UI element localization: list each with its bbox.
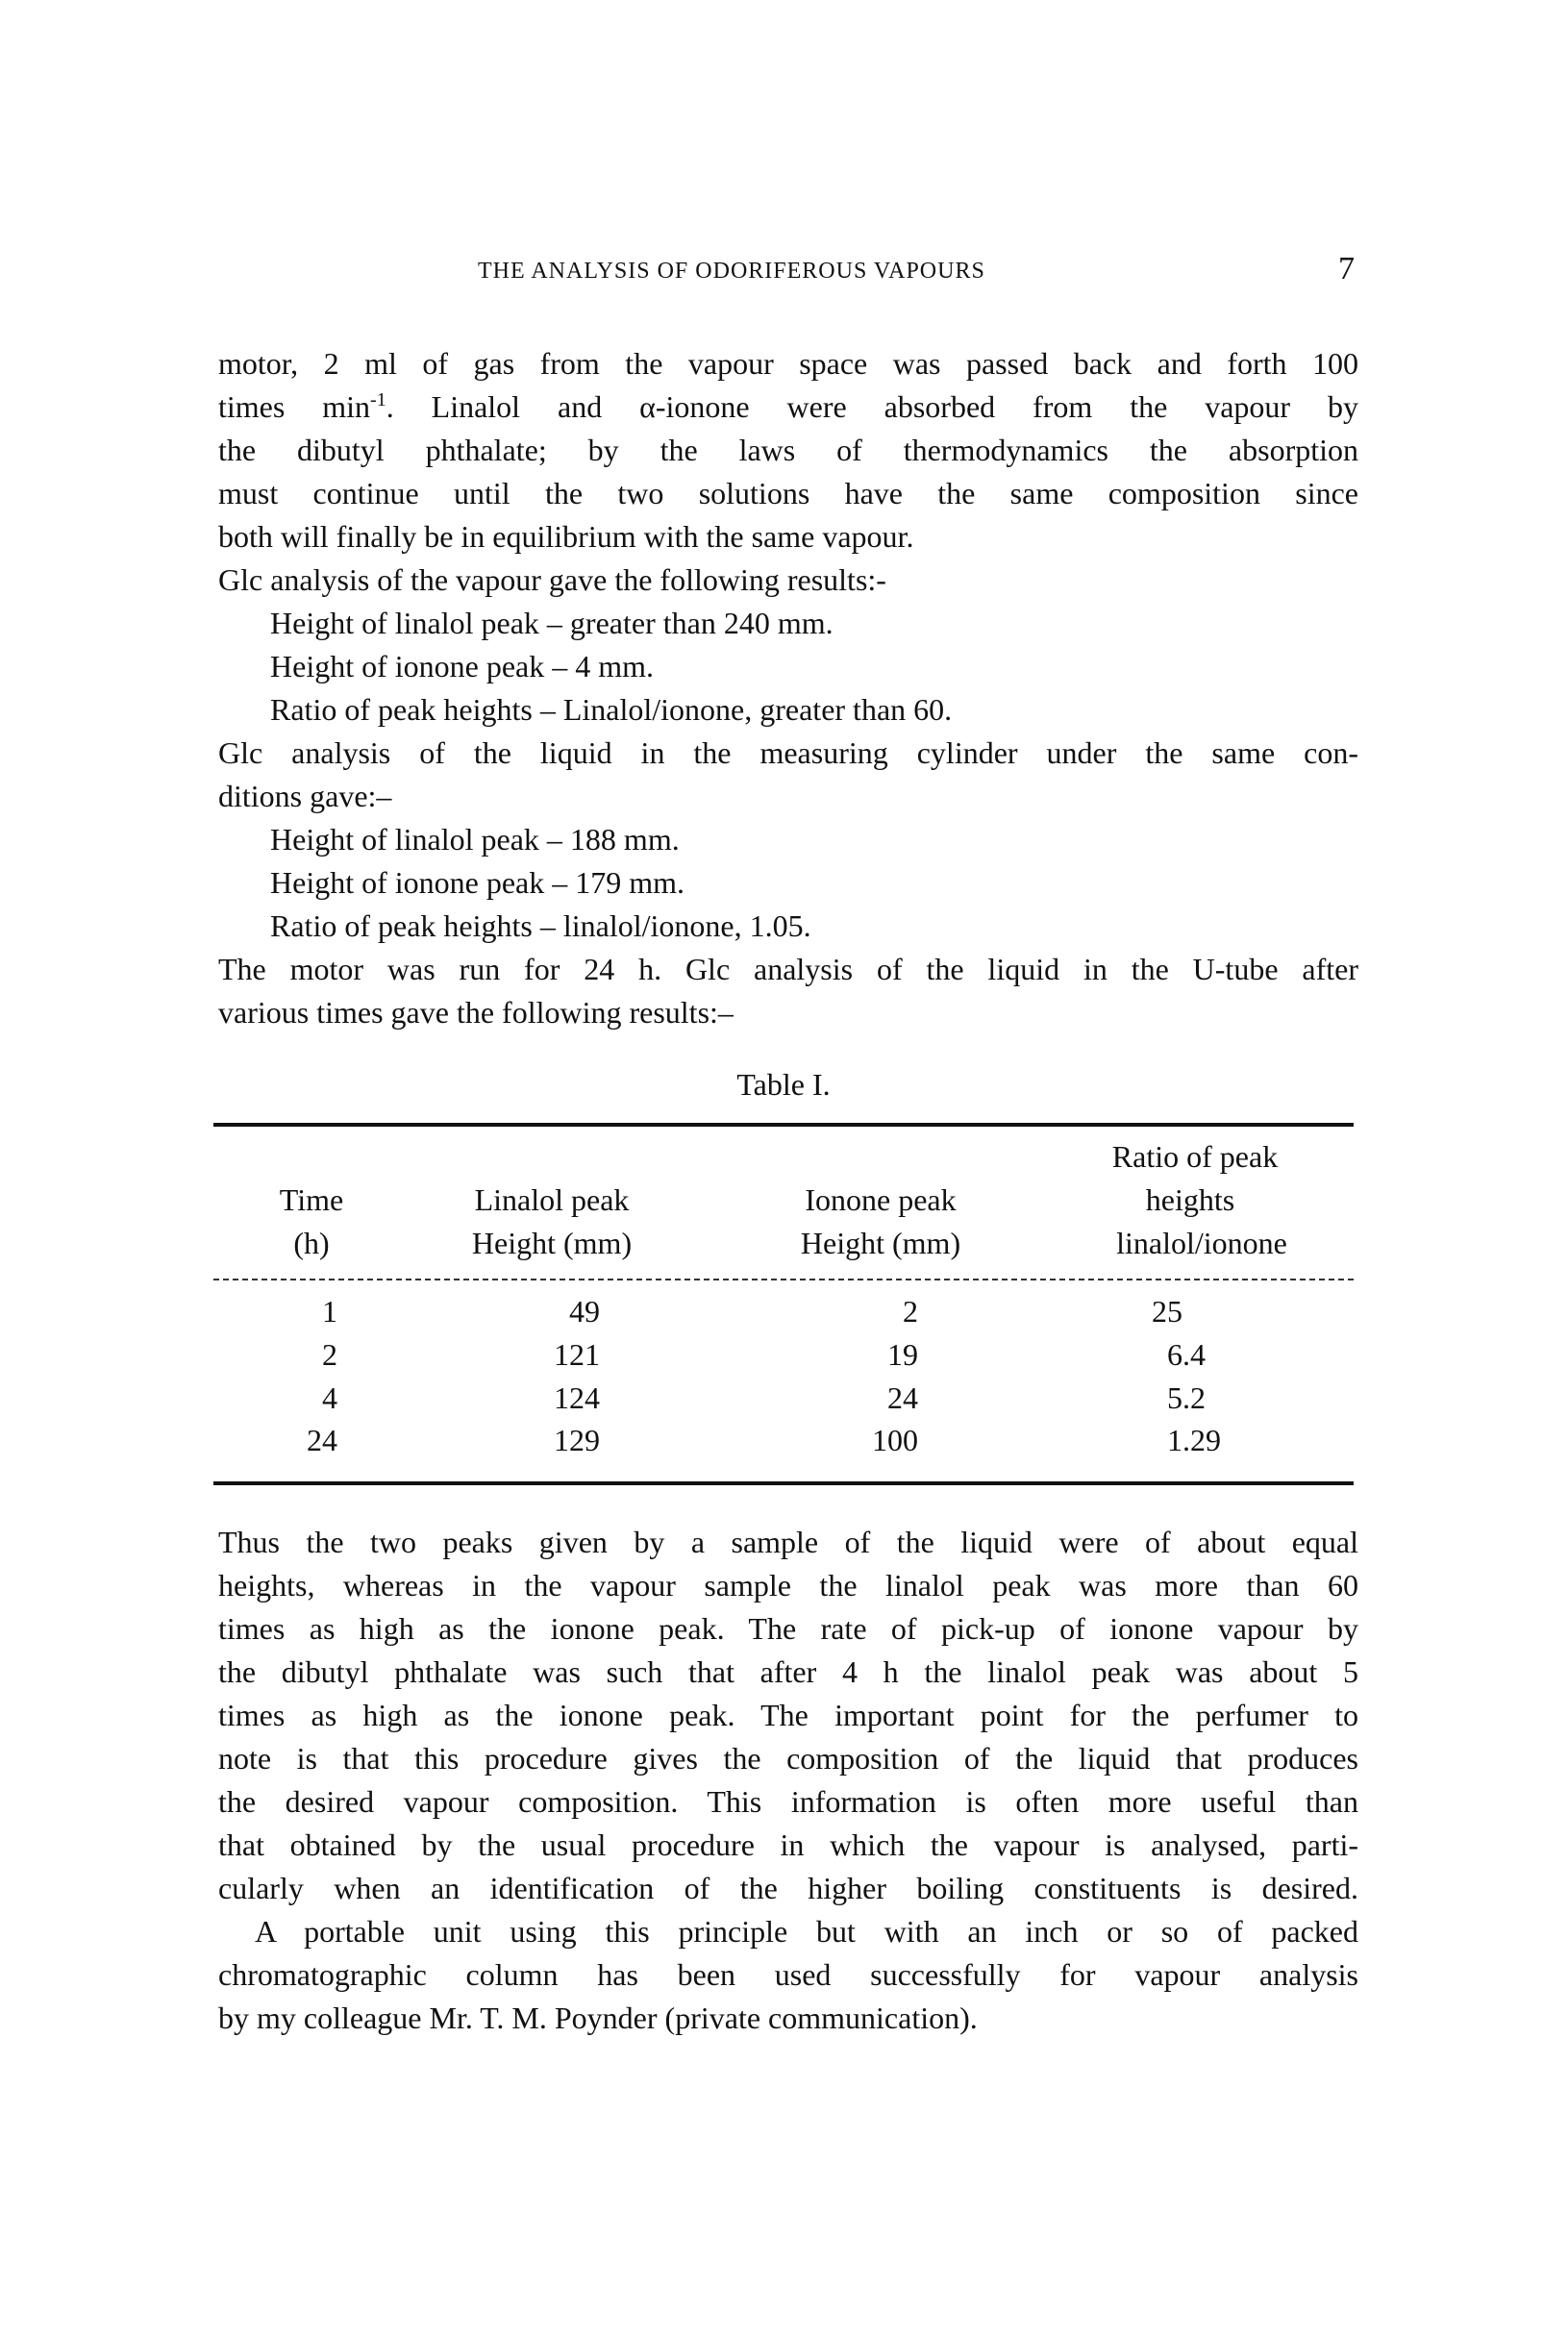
- column-header: linalol/ionone: [1116, 1226, 1287, 1260]
- text-line: heights, whereas in the vapour sample the linalol peak was more than 60: [218, 1568, 1358, 1603]
- result-line: Height of ionone peak – 4 mm.: [270, 649, 655, 683]
- result-line: Ratio of peak heights – Linalol/ionone, greater than 60.: [270, 692, 953, 727]
- column-header: Ionone peak: [805, 1182, 957, 1217]
- text-fragment: . Linalol and α-ionone were absorbed from the vapour by: [386, 389, 1359, 424]
- text-line: by my colleague Mr. T. M. Poynder (private communication).: [218, 2001, 978, 2035]
- table-caption: Table I.: [736, 1067, 831, 1102]
- running-title: THE ANALYSIS OF ODORIFEROUS VAPOURS: [478, 259, 985, 284]
- column-header: Ratio of peak: [1111, 1139, 1279, 1174]
- table-bottom-rule: [213, 1481, 1354, 1485]
- table-cell: 1: [322, 1294, 337, 1329]
- column-header: Time: [279, 1182, 344, 1217]
- text-line: A portable unit using this principle but with an inch or so of packed: [255, 1914, 1358, 1949]
- table-cell: 124: [554, 1380, 600, 1415]
- text-line: that obtained by the usual procedure in which the vapour is analysed, parti-: [218, 1827, 1358, 1862]
- table-cell: 129: [554, 1423, 600, 1457]
- table-cell: 49: [569, 1294, 600, 1329]
- ratio-cell: 1.29: [1167, 1423, 1221, 1457]
- text-line: both will finally be in equilibrium with the same vapour.: [218, 519, 914, 554]
- text-fragment: times min: [218, 389, 371, 424]
- table-cell: 19: [887, 1337, 918, 1372]
- table-cell: 2: [322, 1337, 337, 1372]
- table-cell: 2: [903, 1294, 918, 1329]
- text-line: the dibutyl phthalate was such that after 4 h the linalol peak was about 5: [218, 1654, 1358, 1689]
- text-line: the dibutyl phthalate; by the laws of thermodynamics the absorption: [218, 433, 1358, 467]
- column-header: Linalol peak: [474, 1182, 630, 1217]
- ratio-cell: 5.2: [1167, 1380, 1206, 1415]
- column-header: Height (mm): [800, 1226, 961, 1260]
- text-line: times as high as the ionone peak. The rate of pick-up of ionone vapour by: [218, 1611, 1358, 1646]
- text-line: motor, 2 ml of gas from the vapour space was passed back and forth 100: [218, 346, 1358, 381]
- text-line: Thus the two peaks given by a sample of the liquid were of about equal: [218, 1525, 1358, 1559]
- text-line: the desired vapour composition. This information is often more useful than: [218, 1784, 1358, 1819]
- table-cell: 100: [872, 1423, 918, 1457]
- text-line: [218, 385, 1358, 429]
- table-cell: 24: [887, 1380, 918, 1415]
- table-cell: 24: [307, 1423, 337, 1457]
- text-line: Glc analysis of the liquid in the measuring cylinder under the same con-: [218, 735, 1358, 770]
- result-line: Height of linalol peak – greater than 240 mm.: [270, 606, 834, 640]
- table-top-rule: [213, 1123, 1354, 1127]
- page-number: 7: [1338, 251, 1355, 286]
- column-header: (h): [293, 1226, 330, 1260]
- table-cell: 121: [554, 1337, 600, 1372]
- ratio-cell: 25: [1152, 1294, 1182, 1329]
- text-line: Glc analysis of the vapour gave the following results:-: [218, 562, 886, 597]
- superscript: -1: [370, 389, 386, 410]
- text-line: The motor was run for 24 h. Glc analysis of the liquid in the U-tube after: [218, 952, 1358, 986]
- result-line: Ratio of peak heights – linalol/ionone, 1.05.: [270, 908, 811, 943]
- text-line: chromatographic column has been used successfully for vapour analysis: [218, 1957, 1358, 1992]
- text-line: various times gave the following results:–: [218, 995, 734, 1030]
- text-line: must continue until the two solutions have the same composition since: [218, 476, 1358, 510]
- text-line: ditions gave:–: [218, 779, 392, 813]
- text-line: note is that this procedure gives the composition of the liquid that produces: [218, 1741, 1358, 1776]
- result-line: Height of ionone peak – 179 mm.: [270, 865, 685, 900]
- column-header: Height (mm): [471, 1226, 633, 1260]
- text-line: cularly when an identification of the higher boiling constituents is desired.: [218, 1871, 1358, 1905]
- table-cell: 4: [322, 1380, 337, 1415]
- column-header: heights: [1145, 1182, 1235, 1217]
- text-line: times as high as the ionone peak. The important point for the perfumer to: [218, 1698, 1358, 1732]
- result-line: Height of linalol peak – 188 mm.: [270, 822, 680, 857]
- table-header-rule: [213, 1279, 1354, 1280]
- ratio-cell: 6.4: [1167, 1337, 1206, 1372]
